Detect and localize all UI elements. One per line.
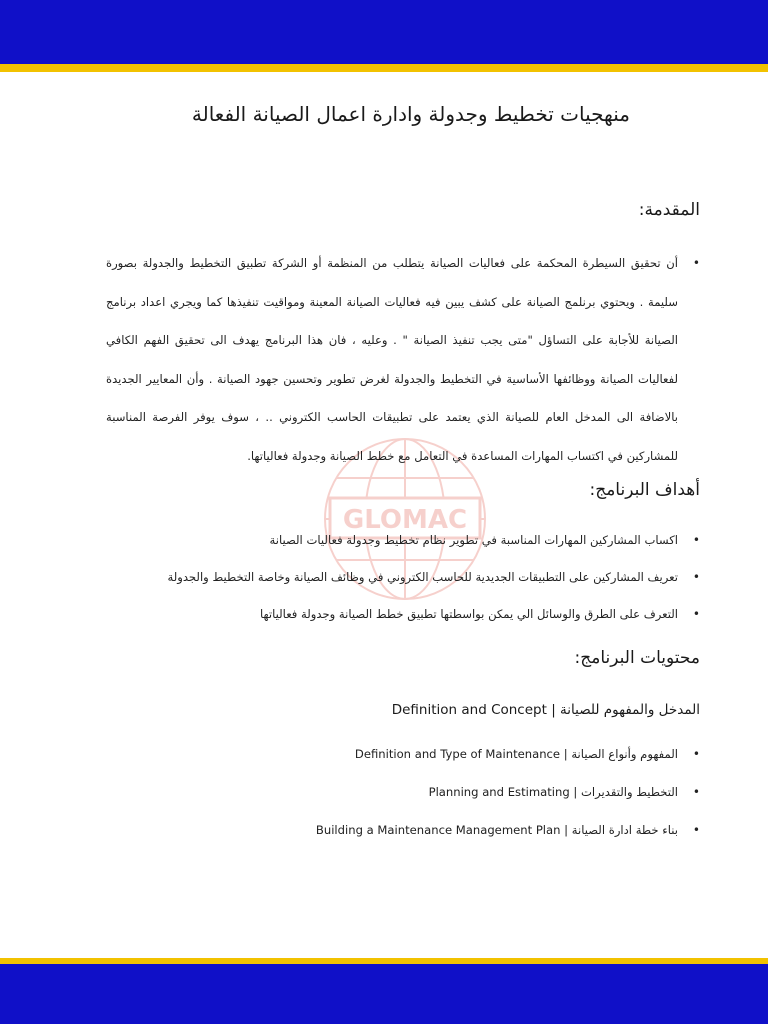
contents-subheading: المدخل والمفهوم للصيانة | Definition and Concept xyxy=(391,702,700,718)
header-band xyxy=(0,0,768,64)
list-item: • التعرف على الطرق والوسائل الي يمكن بواسطتها تطبيق خطط الصيانة وجدولة فعالياتها xyxy=(106,596,706,633)
watermark-text: GLOMAC xyxy=(342,505,468,535)
intro-list xyxy=(106,244,706,475)
document-page xyxy=(0,72,768,958)
footer-band xyxy=(0,964,768,1024)
list-item: • بناء خطة ادارة الصيانة | Building a Maintenance Management Plan xyxy=(106,814,706,852)
goals-list xyxy=(106,522,706,633)
header-stripe xyxy=(0,64,768,72)
intro-paragraph: • أن تحقيق السيطرة المحكمة على فعاليات الصيانة يتطلب من المنظمة أو الشركة تطبيق التخطيط والجدولة بصورة سليمة . ويحتوي برنلمج الصيانة على كشف يبين فيه فعاليات الصيانة المعينة ومواقيت تنفيذها كما ويجري اعداد برنامج الصيانة للأجابة على التساؤل "متى يجب تنفيذ الصيانة " . وعليه ، فان هذا البرنامج يهدف الى تحقيق الفهم الكافي لفعاليات الصيانة ووظائفها الأساسية في التخطيط والجدولة لغرض تطوير وتحسين جهود الصيانة . وأن المعايير الجديدة بالاضافة الى المدخل العام للصيانة الذي يعتمد على تطبيقات الحاسب الكتروني .. ، سوف يوفر الفرصة المناسبة للمشاركين في اكتساب المهارات المساعدة في التعامل مع خطط الصيانة وجدولة فعالياتها. xyxy=(106,244,706,475)
goals-heading: أهداف البرنامج: xyxy=(589,480,700,500)
list-item: • التخطيط والتقديرات | Planning and Estimating xyxy=(106,776,706,814)
contents-heading: محتويات البرنامج: xyxy=(574,648,700,668)
page-title: منهجيات تخطيط وجدولة وادارة اعمال الصيانة الفعالة xyxy=(191,102,630,126)
list-item: • تعريف المشاركين على التطبيقات الجديدية للحاسب الكتروني في وظائف الصيانة وخاصة التخطيط والجدولة xyxy=(106,559,706,596)
list-item: • اكساب المشاركين المهارات المناسبة في تطوير نظام تخطيط وجدولة فعاليات الصيانة xyxy=(106,522,706,559)
list-item: • المفهوم وأنواع الصيانة | Definition and Type of Maintenance xyxy=(106,738,706,776)
contents-list xyxy=(106,738,706,852)
intro-heading: المقدمة: xyxy=(638,200,700,220)
